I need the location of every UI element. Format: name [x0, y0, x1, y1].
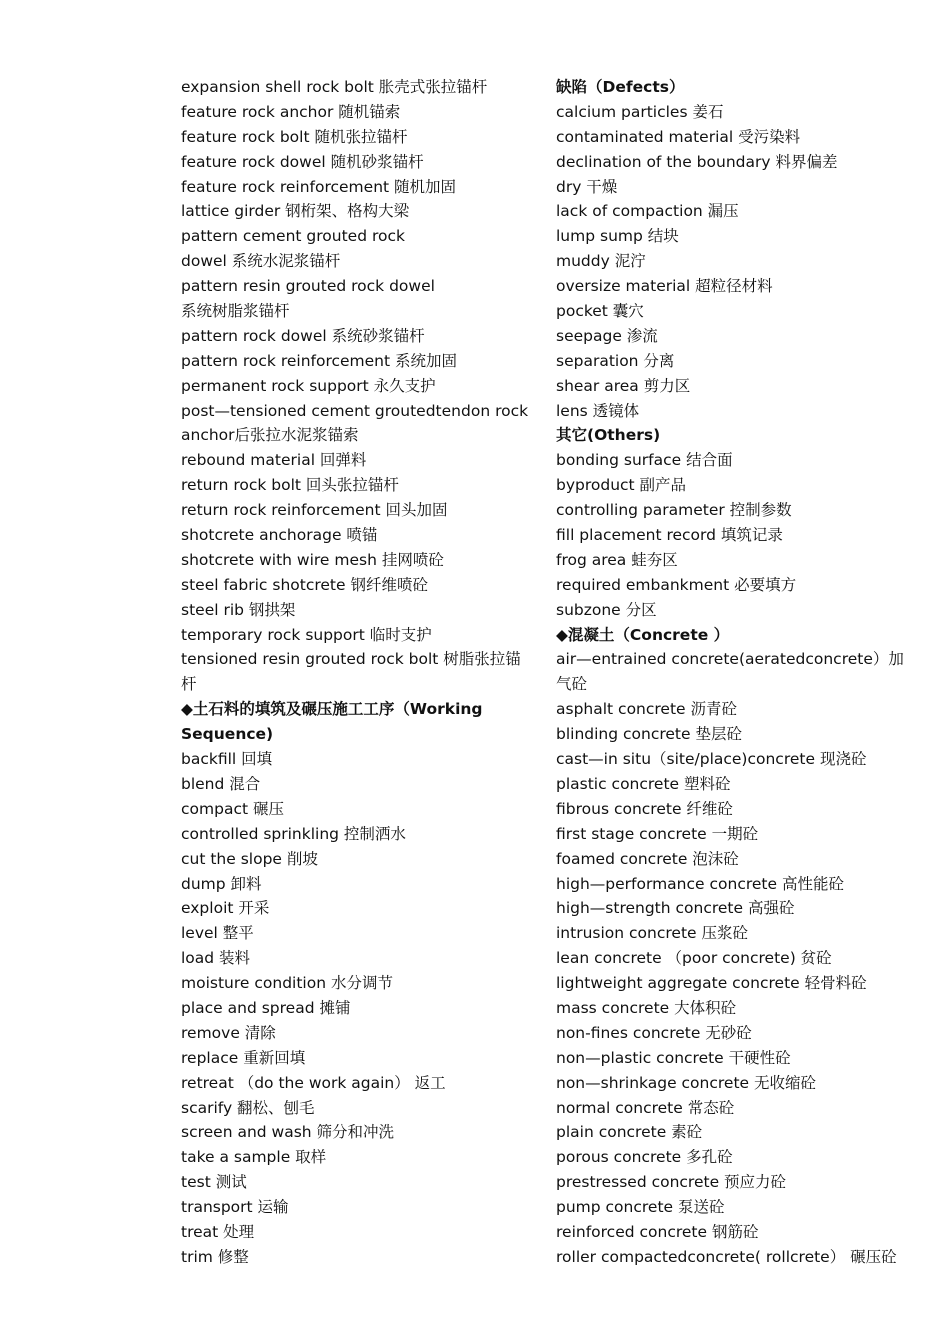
glossary-line: fill placement record 填筑记录 — [556, 526, 783, 545]
glossary-line: return rock bolt 回头张拉锚杆 — [181, 476, 399, 495]
glossary-line: expansion shell rock bolt 胀壳式张拉锚杆 — [181, 78, 488, 96]
section-heading: ◆混凝土（Concrete ） — [556, 625, 730, 644]
glossary-line: take a sample 取样 — [181, 1148, 327, 1167]
glossary-line: normal concrete 常态砼 — [556, 1098, 735, 1117]
section-heading: 缺陷（Defects） — [556, 78, 685, 96]
glossary-line: pattern rock reinforcement 系统加固 — [181, 351, 458, 370]
glossary-line: pattern cement grouted rock — [181, 227, 405, 246]
glossary-line: non-fines concrete 无砂砼 — [556, 1023, 752, 1042]
glossary-line: remove 清除 — [181, 1023, 276, 1042]
section-heading: Sequence) — [181, 725, 274, 744]
glossary-line: anchor后张拉水泥浆锚索 — [181, 426, 359, 445]
glossary-line: calcium particles 姜石 — [556, 102, 724, 121]
glossary-line: level 整平 — [181, 924, 254, 943]
glossary-line: blend 混合 — [181, 774, 261, 793]
glossary-line: air—entrained concrete(aeratedconcrete）加 — [556, 650, 904, 669]
glossary-line: dry 干燥 — [556, 177, 618, 196]
glossary-line: controlled sprinkling 控制洒水 — [181, 824, 406, 843]
glossary-line: porous concrete 多孔砼 — [556, 1148, 733, 1167]
glossary-line: tensioned resin grouted rock bolt 树脂张拉锚 — [181, 650, 521, 669]
glossary-line: mass concrete 大体积砼 — [556, 998, 737, 1017]
glossary-line: plastic concrete 塑料砼 — [556, 774, 731, 793]
glossary-line: return rock reinforcement 回头加固 — [181, 501, 448, 520]
glossary-line: pocket 囊穴 — [556, 302, 644, 321]
glossary-line: byproduct 副产品 — [556, 476, 687, 495]
glossary-line: subzone 分区 — [556, 600, 657, 619]
glossary-line: lump sump 结块 — [556, 227, 679, 246]
glossary-line: seepage 渗流 — [556, 326, 658, 345]
glossary-line: 气砼 — [556, 675, 588, 694]
glossary-line: high—strength concrete 高强砼 — [556, 899, 795, 918]
glossary-line: test 测试 — [181, 1173, 247, 1192]
section-heading: 其它(Others) — [556, 426, 661, 445]
glossary-line: 杆 — [181, 675, 197, 694]
section-heading: ◆土石料的填筑及碾压施工工序（Working — [181, 700, 483, 719]
glossary-line: transport 运输 — [181, 1198, 289, 1217]
glossary-line: lattice girder 钢桁架、格构大梁 — [181, 202, 410, 221]
glossary-line: 系统树脂浆锚杆 — [181, 302, 290, 321]
glossary-line: compact 碾压 — [181, 799, 284, 818]
glossary-line: treat 处理 — [181, 1222, 255, 1241]
glossary-line: prestressed concrete 预应力砼 — [556, 1173, 787, 1192]
glossary-line: non—plastic concrete 干硬性砼 — [556, 1048, 791, 1067]
glossary-line: steel fabric shotcrete 钢纤维喷砼 — [181, 575, 428, 594]
glossary-line: cut the slope 削坡 — [181, 849, 318, 868]
glossary-line: moisture condition 水分调节 — [181, 974, 393, 993]
glossary-line: post—tensioned cement groutedtendon rock — [181, 401, 529, 420]
glossary-line: separation 分离 — [556, 351, 675, 370]
glossary-line: shotcrete anchorage 喷锚 — [181, 526, 378, 545]
glossary-line: intrusion concrete 压浆砼 — [556, 924, 748, 943]
glossary-line: lightweight aggregate concrete 轻骨料砼 — [556, 974, 867, 993]
glossary-line: reinforced concrete 钢筋砼 — [556, 1222, 759, 1241]
glossary-line: lack of compaction 漏压 — [556, 202, 739, 221]
glossary-line: plain concrete 素砼 — [556, 1123, 703, 1142]
glossary-line: blinding concrete 垫层砼 — [556, 725, 742, 744]
glossary-line: place and spread 摊铺 — [181, 998, 351, 1017]
glossary-line: screen and wash 筛分和冲洗 — [181, 1123, 395, 1142]
glossary-line: shotcrete with wire mesh 挂网喷砼 — [181, 550, 444, 569]
glossary-line: backfill 回填 — [181, 750, 273, 769]
glossary-line: lens 透镜体 — [556, 401, 640, 420]
glossary-line: exploit 开采 — [181, 899, 270, 918]
glossary-line: first stage concrete 一期砼 — [556, 824, 759, 843]
glossary-line: contaminated material 受污染料 — [556, 127, 801, 146]
glossary-line: retreat （do the work again） 返工 — [181, 1073, 446, 1092]
glossary-line: cast—in situ（site/place)concrete 现浇砼 — [556, 750, 867, 769]
glossary-line: oversize material 超粒径材料 — [556, 277, 773, 296]
glossary-line: feature rock bolt 随机张拉锚杆 — [181, 127, 408, 146]
glossary-line: muddy 泥泞 — [556, 252, 646, 271]
glossary-line: replace 重新回填 — [181, 1048, 306, 1067]
glossary-line: temporary rock support 临时支护 — [181, 625, 432, 644]
glossary-line: trim 修整 — [181, 1247, 249, 1266]
glossary-line: lean concrete （poor concrete) 贫砼 — [556, 949, 832, 968]
glossary-line: scarify 翻松、刨毛 — [181, 1098, 315, 1117]
glossary-line: permanent rock support 永久支护 — [181, 376, 436, 395]
glossary-line: asphalt concrete 沥青砼 — [556, 700, 738, 719]
glossary-line: feature rock anchor 随机锚索 — [181, 102, 401, 121]
glossary-line: pattern rock dowel 系统砂浆锚杆 — [181, 326, 425, 345]
glossary-line: load 装料 — [181, 949, 251, 968]
glossary-line: dump 卸料 — [181, 874, 262, 893]
glossary-line: pump concrete 泵送砼 — [556, 1198, 725, 1217]
glossary-line: shear area 剪力区 — [556, 376, 691, 395]
glossary-line: roller compactedconcrete( rollcrete） 碾压砼 — [556, 1247, 897, 1266]
glossary-line: dowel 系统水泥浆锚杆 — [181, 252, 341, 271]
glossary-line: non—shrinkage concrete 无收缩砼 — [556, 1073, 816, 1092]
glossary-line: rebound material 回弹料 — [181, 451, 367, 470]
glossary-line: frog area 蛙夯区 — [556, 550, 678, 569]
glossary-line: fibrous concrete 纤维砼 — [556, 799, 733, 818]
glossary-line: bonding surface 结合面 — [556, 451, 733, 470]
glossary-line: pattern resin grouted rock dowel — [181, 277, 435, 296]
glossary-line: controlling parameter 控制参数 — [556, 501, 792, 520]
left-column — [181, 75, 529, 1270]
right-column — [556, 75, 904, 1270]
glossary-line: feature rock reinforcement 随机加固 — [181, 177, 457, 196]
glossary-line: foamed concrete 泡沫砼 — [556, 849, 739, 868]
glossary-line: required embankment 必要填方 — [556, 575, 797, 594]
glossary-line: high—performance concrete 高性能砼 — [556, 874, 844, 893]
glossary-line: steel rib 钢拱架 — [181, 600, 296, 619]
glossary-line: declination of the boundary 料界偏差 — [556, 152, 838, 171]
glossary-line: feature rock dowel 随机砂浆锚杆 — [181, 152, 424, 171]
